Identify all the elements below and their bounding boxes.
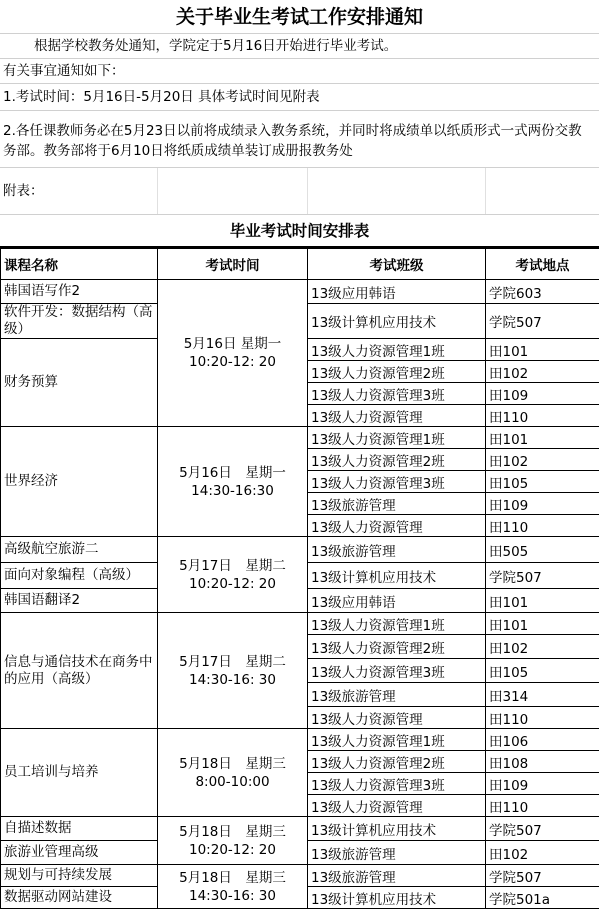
exam-class-cell: 13级应用韩语 (308, 280, 486, 304)
exam-class-cell: 13级人力资源管理2班 (308, 449, 486, 471)
exam-hours: 10:20-12: 20 (189, 354, 276, 370)
exam-date: 5月16日 星期一 (183, 336, 282, 352)
gridline (307, 168, 308, 214)
exam-room-cell: 田102 (486, 361, 599, 383)
exam-class-cell: 13级人力资源管理1班 (308, 427, 486, 449)
exam-time-cell (158, 280, 308, 427)
exam-class-cell: 13级人力资源管理 (308, 795, 486, 817)
exam-room-cell: 学院603 (486, 280, 599, 304)
exam-date: 5月17日 星期二 (179, 557, 286, 574)
exam-hours: 10:20-12: 20 (189, 575, 276, 592)
schedule-title: 毕业考试时间安排表 (0, 215, 599, 248)
exam-hours: 14:30-16: 30 (189, 887, 276, 904)
exam-room-cell: 田110 (486, 707, 599, 729)
exam-hours: 14:30-16: 30 (189, 671, 276, 688)
course-name-cell: 员工培训与培养 (1, 729, 158, 817)
exam-room-cell: 田101 (486, 339, 599, 361)
attachment-row (0, 168, 599, 215)
exam-room-cell: 学院501a (486, 887, 599, 909)
exam-date: 5月17日 星期二 (179, 653, 286, 670)
notice-item-2: 2.各任课教师务必在5月23日以前将成绩录入教务系统，并同时将成绩单以纸质形式一式两份交教务部。教务部将于6月10日将纸质成绩单装订成册报教务处 (0, 111, 599, 168)
table-row (1, 613, 599, 635)
exam-class-cell: 13级计算机应用技术 (308, 817, 486, 841)
course-name-cell: 数据驱动网站建设 (1, 887, 158, 909)
notice-intro: 根据学校教务处通知，学院定于5月16日开始进行毕业考试。 (0, 34, 599, 59)
exam-class-cell: 13级人力资源管理2班 (308, 751, 486, 773)
course-name-cell: 高级航空旅游二 (1, 537, 158, 563)
exam-class-cell: 13级旅游管理 (308, 537, 486, 563)
course-name-cell: 规划与可持续发展 (1, 865, 158, 887)
course-name-cell: 财务预算 (1, 339, 158, 427)
exam-class-cell: 13级旅游管理 (308, 865, 486, 887)
exam-room-cell: 田102 (486, 841, 599, 865)
exam-hours: 8:00-10:00 (195, 773, 270, 790)
course-name-cell: 韩国语翻译2 (1, 589, 158, 613)
exam-class-cell: 13级人力资源管理1班 (308, 613, 486, 635)
exam-room-cell: 田105 (486, 471, 599, 493)
exam-class-cell: 13级计算机应用技术 (308, 304, 486, 339)
exam-class-cell: 13级人力资源管理2班 (308, 635, 486, 659)
exam-hours: 10:20-12: 20 (189, 841, 276, 858)
exam-room-cell: 田109 (486, 383, 599, 405)
exam-room-cell: 田109 (486, 773, 599, 795)
exam-date: 5月18日 星期三 (179, 869, 286, 886)
table-row (1, 280, 599, 304)
table-row (1, 865, 599, 887)
table-row (1, 729, 599, 751)
header-course: 课程名称 (1, 249, 158, 280)
header-class: 考试班级 (308, 249, 486, 280)
exam-room-cell: 学院507 (486, 817, 599, 841)
course-name-cell: 韩国语写作2 (1, 280, 158, 304)
exam-time-cell (158, 537, 308, 613)
course-name-cell: 自描述数据 (1, 817, 158, 841)
exam-room-cell: 田110 (486, 795, 599, 817)
exam-room-cell: 田101 (486, 589, 599, 613)
exam-class-cell: 13级人力资源管理3班 (308, 471, 486, 493)
exam-time-cell (158, 817, 308, 865)
exam-time-cell (158, 865, 308, 909)
exam-room-cell: 田505 (486, 537, 599, 563)
table-row (1, 427, 599, 449)
table-row (1, 537, 599, 563)
course-name-cell: 面向对象编程（高级） (1, 563, 158, 589)
exam-time-cell (158, 613, 308, 729)
table-row (1, 817, 599, 841)
exam-room-cell: 田106 (486, 729, 599, 751)
exam-room-cell: 田109 (486, 493, 599, 515)
exam-time-cell (158, 729, 308, 817)
notice-title: 关于毕业生考试工作安排通知 (0, 0, 599, 34)
exam-room-cell: 学院507 (486, 865, 599, 887)
exam-room-cell: 田110 (486, 515, 599, 537)
exam-class-cell: 13级人力资源管理 (308, 707, 486, 729)
exam-hours: 14:30-16:30 (191, 482, 274, 499)
exam-class-cell: 13级旅游管理 (308, 493, 486, 515)
exam-class-cell: 13级人力资源管理1班 (308, 339, 486, 361)
course-name-cell: 软件开发：数据结构（高级） (1, 304, 158, 339)
course-name-cell: 世界经济 (1, 427, 158, 537)
exam-class-cell: 13级人力资源管理3班 (308, 659, 486, 683)
exam-time-cell (158, 427, 308, 537)
exam-room-cell: 田102 (486, 449, 599, 471)
course-name-cell: 信息与通信技术在商务中的应用（高级） (1, 613, 158, 729)
exam-room-cell: 学院507 (486, 563, 599, 589)
exam-class-cell: 13级旅游管理 (308, 683, 486, 707)
exam-class-cell: 13级人力资源管理2班 (308, 361, 486, 383)
header-time: 考试时间 (158, 249, 308, 280)
exam-class-cell: 13级人力资源管理1班 (308, 729, 486, 751)
notice-item-1: 1.考试时间：5月16日-5月20日 具体考试时间见附表 (0, 84, 599, 111)
exam-room-cell: 田105 (486, 659, 599, 683)
exam-room-cell: 田110 (486, 405, 599, 427)
course-name-cell: 旅游业管理高级 (1, 841, 158, 865)
exam-class-cell: 13级计算机应用技术 (308, 563, 486, 589)
exam-class-cell: 13级计算机应用技术 (308, 887, 486, 909)
gridline (157, 168, 158, 214)
exam-room-cell: 田108 (486, 751, 599, 773)
exam-room-cell: 田101 (486, 613, 599, 635)
exam-class-cell: 13级人力资源管理 (308, 405, 486, 427)
schedule-table (0, 248, 599, 909)
exam-class-cell: 13级应用韩语 (308, 589, 486, 613)
table-header-row (1, 249, 599, 280)
exam-room-cell: 田101 (486, 427, 599, 449)
exam-class-cell: 13级人力资源管理 (308, 515, 486, 537)
notice-preface: 有关事宜通知如下： (0, 59, 599, 84)
exam-class-cell: 13级人力资源管理3班 (308, 383, 486, 405)
exam-class-cell: 13级旅游管理 (308, 841, 486, 865)
exam-date: 5月16日 星期一 (179, 464, 286, 481)
exam-date: 5月18日 星期三 (179, 755, 286, 772)
header-room: 考试地点 (486, 249, 599, 280)
exam-date: 5月18日 星期三 (179, 823, 286, 840)
exam-class-cell: 13级人力资源管理3班 (308, 773, 486, 795)
exam-room-cell: 田314 (486, 683, 599, 707)
exam-room-cell: 学院507 (486, 304, 599, 339)
exam-room-cell: 田102 (486, 635, 599, 659)
gridline (485, 168, 486, 214)
attachment-label: 附表： (3, 183, 44, 199)
